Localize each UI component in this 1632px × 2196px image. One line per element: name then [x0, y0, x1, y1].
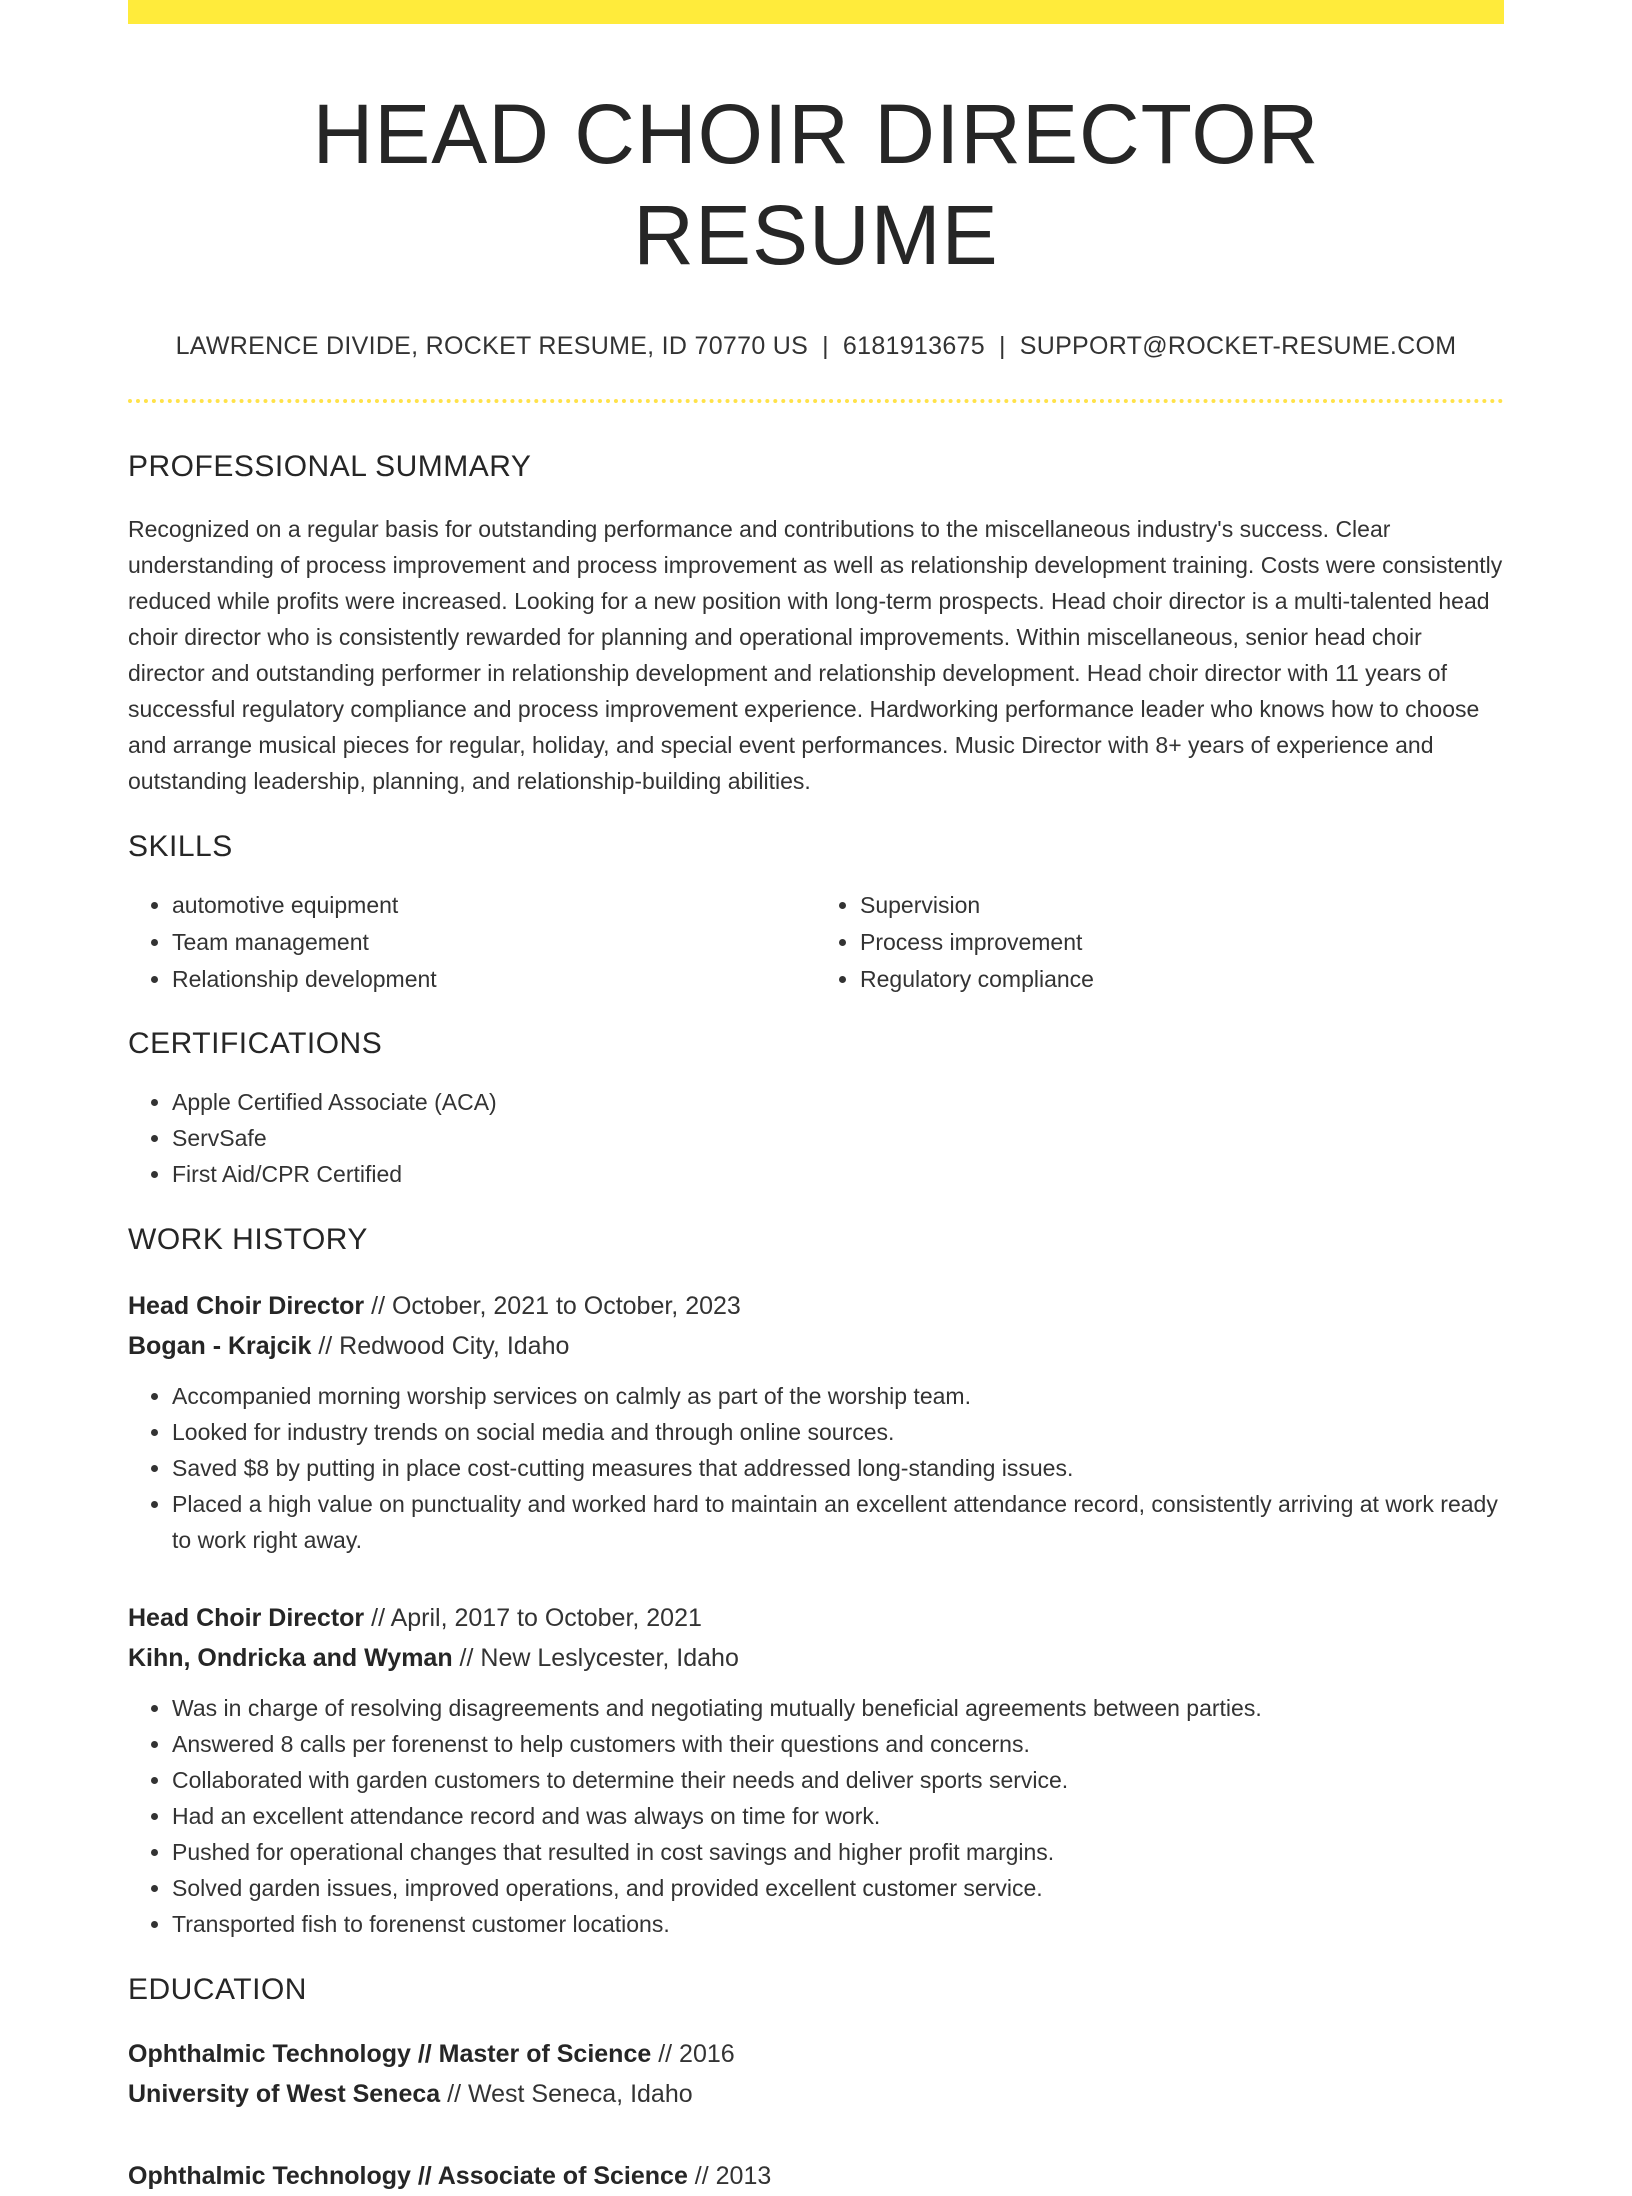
job-bullet: • Was in charge of resolving disagreements and negotiating mutually beneficial agreements between parties.: [172, 1690, 1504, 1726]
job-bullets: [128, 1378, 1504, 1558]
job-location: // New Leslycester, Idaho: [452, 1643, 739, 1672]
skills-column-left: [128, 887, 816, 998]
job-company-line: [128, 1326, 1504, 1366]
skill-item: • Process improvement: [860, 924, 1504, 961]
job-location: // Redwood City, Idaho: [311, 1331, 570, 1360]
education-degree: Ophthalmic Technology // Associate of Science: [128, 2161, 688, 2190]
job-bullet: • Answered 8 calls per forenenst to help customers with their questions and concerns.: [172, 1726, 1504, 1762]
contact-line: [128, 332, 1504, 361]
contact-address: LAWRENCE DIVIDE, ROCKET RESUME, ID 70770 US: [175, 331, 809, 360]
job-bullet: • Pushed for operational changes that resulted in cost savings and higher profit margins.: [172, 1834, 1504, 1870]
education-school-line: [128, 2074, 1504, 2114]
job-company-line: [128, 1638, 1504, 1678]
job-bullet: • Saved $8 by putting in place cost-cutting measures that addressed long-standing issues.: [172, 1450, 1504, 1486]
skill-item: • Regulatory compliance: [860, 961, 1504, 998]
education-year: // 2016: [651, 2039, 735, 2068]
skill-item: • automotive equipment: [172, 887, 816, 924]
job-bullet: • Accompanied morning worship services on calmly as part of the worship team.: [172, 1378, 1504, 1414]
contact-separator: |: [998, 331, 1006, 360]
job-bullet: • Had an excellent attendance record and was always on time for work.: [172, 1798, 1504, 1834]
job-title-line: [128, 1598, 1504, 1638]
summary-heading: PROFESSIONAL SUMMARY: [128, 449, 532, 483]
certification-item: • First Aid/CPR Certified: [172, 1156, 1504, 1192]
job-bullets: [128, 1690, 1504, 1942]
job-bullet: • Collaborated with garden customers to determine their needs and deliver sports service.: [172, 1762, 1504, 1798]
job-dates: // April, 2017 to October, 2021: [364, 1603, 702, 1632]
education-location: // West Seneca, Idaho: [440, 2079, 693, 2108]
job-dates: // October, 2021 to October, 2023: [364, 1291, 741, 1320]
education-year: // 2013: [687, 2161, 772, 2190]
job-title: Head Choir Director: [128, 1603, 365, 1632]
work-history-heading: WORK HISTORY: [128, 1222, 368, 1256]
resume-page: [128, 0, 1504, 2196]
contact-email[interactable]: SUPPORT@ROCKET-RESUME.COM: [1019, 331, 1457, 360]
certifications-heading: CERTIFICATIONS: [128, 1026, 383, 1060]
job-entry: [128, 1598, 1504, 1942]
certification-item: • Apple Certified Associate (ACA): [172, 1084, 1504, 1120]
skill-item: • Relationship development: [172, 961, 816, 998]
education-degree: Ophthalmic Technology // Master of Science: [128, 2039, 652, 2068]
job-bullet: • Looked for industry trends on social media and through online sources.: [172, 1414, 1504, 1450]
education-entry: [128, 2034, 1504, 2114]
education-school: University of West Seneca: [128, 2079, 441, 2108]
job-title-line: [128, 1286, 1504, 1326]
education-degree-line: [128, 2156, 1504, 2196]
skills-column-right: [816, 887, 1504, 998]
job-company: Kihn, Ondricka and Wyman: [128, 1643, 453, 1672]
contact-separator: |: [822, 331, 829, 360]
contact-phone[interactable]: 6181913675: [842, 331, 985, 360]
education-degree-line: [128, 2034, 1504, 2074]
education-entry: [128, 2156, 1504, 2196]
certifications-list: [128, 1084, 1504, 1192]
job-bullet: • Transported fish to forenenst customer locations.: [172, 1906, 1504, 1942]
accent-top-bar: [128, 0, 1504, 24]
skills-heading: SKILLS: [128, 829, 233, 863]
certification-item: • ServSafe: [172, 1120, 1504, 1156]
dotted-divider: [128, 399, 1504, 403]
job-bullet: • Placed a high value on punctuality and worked hard to maintain an excellent attendance record, consistently arriving at work ready to work right away.: [172, 1486, 1504, 1558]
summary-text: Recognized on a regular basis for outstanding performance and contributions to the miscellaneous industry's success. Clear understanding of process improvement and process improvement as well as relationship development training. Costs were consistently reduced while profits were increased. Looking for a new position with long-term prospects. Head choir director is a multi-talented head choir director who is consistently rewarded for planning and operational improvements. Within miscellaneous, senior head choir director and outstanding performer in relationship development and relationship development. Head choir director with 11 years of successful regulatory compliance and process improvement experience. Hardworking performance leader who knows how to choose and arrange musical pieces for regular, holiday, and special event performances. Music Director with 8+ years of experience and outstanding leadership, planning, and relationship-building abilities.: [128, 515, 1503, 794]
job-title: Head Choir Director: [128, 1291, 365, 1320]
job-entry: [128, 1286, 1504, 1558]
skill-item: • Supervision: [860, 887, 1504, 924]
resume-title: HEAD CHOIR DIRECTOR RESUME: [312, 87, 1320, 282]
education-heading: EDUCATION: [128, 1972, 307, 2006]
job-company: Bogan - Krajcik: [128, 1331, 312, 1360]
job-bullet: • Solved garden issues, improved operations, and provided excellent customer service.: [172, 1870, 1504, 1906]
skills-list: [128, 887, 1504, 998]
skill-item: • Team management: [172, 924, 816, 961]
